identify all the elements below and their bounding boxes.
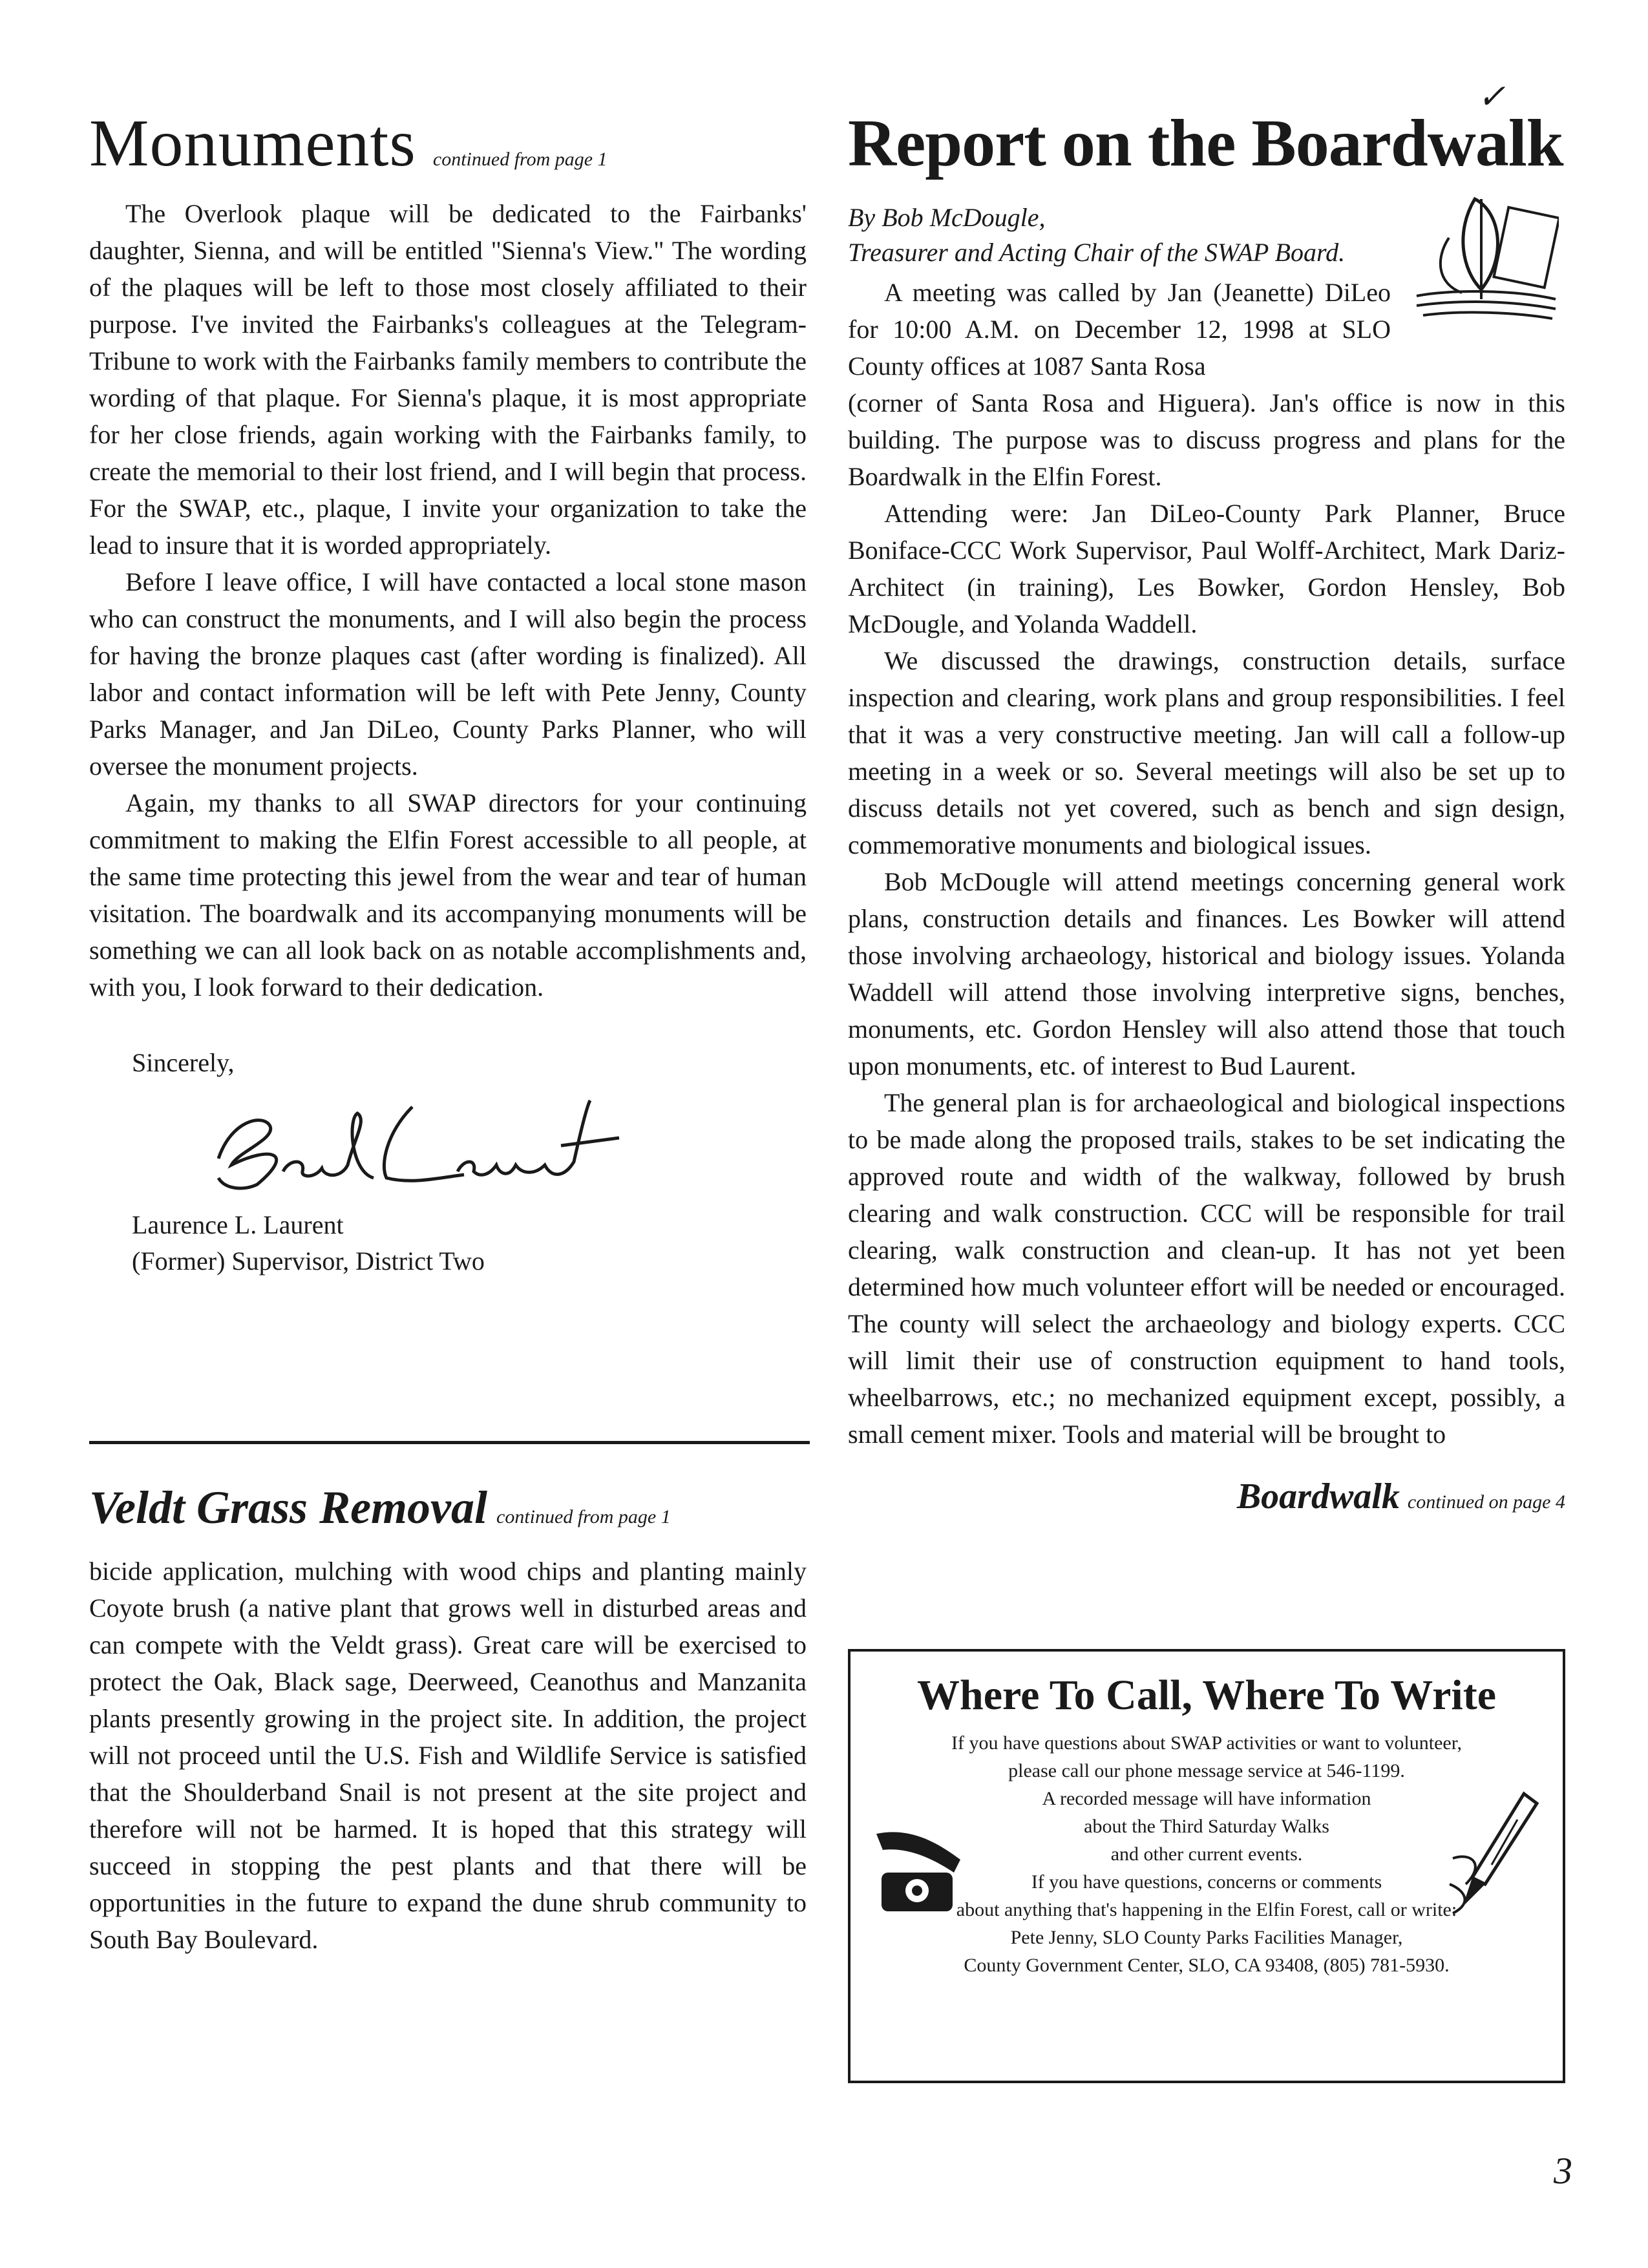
monuments-heading	[89, 106, 807, 180]
report-paragraph: (corner of Santa Rosa and Higuera). Jan's office is now in this building. The purpose was to discuss progress and plans for the Boardwalk in the Elfin Forest.	[848, 388, 1565, 491]
report-paragraph: Bob McDougle will attend meetings concerning general work plans, construction details and finances. Les Bowker will attend those involving archaeology, historical and biology issues. Yolanda Waddell will attend those involving interpretive signs, benches, monuments, etc. Gordon Hensley will also attend those that touch upon monuments, etc. of interest to Bud Laurent.	[848, 867, 1565, 1080]
signer-name: Laurence L. Laurent	[132, 1210, 344, 1239]
contact-box-title: Where To Call, Where To Write	[917, 1672, 1496, 1719]
boardwalk-continued-note: continued on page 4	[1407, 1491, 1565, 1513]
contact-line: Pete Jenny, SLO County Parks Facilities Manager,	[1010, 1927, 1403, 1948]
report-paragraph: We discussed the drawings, construction details, surface inspection and clearing, work plans and group responsibilities. I feel that it was a very constructive meeting. Jan will call a follow-up meeting in a week or so. Several meetings will also be set up to discuss details not yet covered, such as bench and sign design, commemorative monuments and biological issues.	[848, 646, 1565, 859]
report-paragraph: Attending were: Jan DiLeo-County Park Planner, Bruce Boniface-CCC Work Supervisor, Paul Wolff-Architect, Mark Dariz-Architect (in training), Les Bowker, Gordon Hensley, Bob McDougle, and Yolanda Waddell.	[848, 499, 1565, 638]
veldt-article	[89, 1481, 807, 1958]
veldt-title: Veldt Grass Removal	[89, 1482, 488, 1533]
byline-role: Treasurer and Acting Chair of the SWAP Board.	[848, 238, 1346, 267]
monuments-title: Monuments	[89, 106, 416, 180]
byline-author: By Bob McDougle,	[848, 203, 1046, 232]
contact-line: If you have questions about SWAP activities or want to volunteer,	[951, 1732, 1463, 1754]
contact-line: County Government Center, SLO, CA 93408, (805) 781-5930.	[964, 1955, 1450, 1976]
veldt-heading	[89, 1481, 807, 1535]
veldt-continued-note: continued from page 1	[496, 1506, 671, 1528]
signature-image	[193, 1081, 645, 1204]
contact-line: about anything that's happening in the Elfin Forest, call or write:	[956, 1899, 1457, 1920]
contact-line: A recorded message will have information	[1042, 1788, 1371, 1809]
contact-line: If you have questions, concerns or comments	[1031, 1871, 1382, 1893]
monuments-continued-note: continued from page 1	[432, 149, 607, 170]
report-title: Report on the Boardwalk	[848, 106, 1563, 180]
contact-info-box	[848, 1649, 1565, 2083]
signer-title: (Former) Supervisor, District Two	[132, 1246, 485, 1276]
contact-line: and other current events.	[1110, 1843, 1303, 1865]
veldt-paragraph: bicide application, mulching with wood chips and planting mainly Coyote brush (a native plant that grows well in disturbed areas and can compete with the Veldt grass). Great care will be exercised to protect the Oak, Black sage, Deerweed, Ceanothus and Manzanita plants presently growing in the project site. In addition, the project will not proceed until the U.S. Fish and Wildlife Service is satisfied that the Shoulderband Snail is not present at the site project and therefore will not be harmed. It is hoped that this strategy will succeed in stopping the pest plants and that there will be opportunities in the future to expand the dune shrub community to South Bay Boulevard.	[89, 1557, 807, 1954]
monuments-article	[89, 106, 807, 1279]
report-paragraph: The general plan is for archaeological and biological inspections to be made along the proposed trails, stakes to be set indicating the approved route and width of the walkway, followed by brush clearing and walk construction. CCC will be responsible for trail clearing, walk construction and clean-up. It has not yet been determined how much volunteer effort will be needed or encouraged. The county will select the archaeology and biology experts. CCC will limit their use of construction equipment to hand tools, wheelbarrows, etc.; no mechanized equipment except, possibly, a small cement mixer. Tools and material will be brought to	[848, 1088, 1565, 1449]
monuments-paragraph: The Overlook plaque will be dedicated to the Fairbanks' daughter, Sienna, and will be entitled "Sienna's View." The wording of the plaques will be left to those most closely affiliated to their purpose. I've invited the Fairbanks's colleagues at the Telegram-Tribune to work with the Fairbanks family members to contribute the wording of that plaque. For Sienna's plaque, it is most appropriate for her close friends, again working with the Fairbanks family, to create the memorial to their lost friend, and I will begin that process. For the SWAP, etc., plaque, I invite your organization to take the lead to insure that it is worded appropriately.	[89, 199, 807, 560]
boardwalk-continued-label: Boardwalk	[1236, 1476, 1400, 1517]
boardwalk-continued	[848, 1476, 1565, 1517]
monuments-paragraph: Before I leave office, I will have contacted a local stone mason who can construct the monuments, and I will also begin the process for having the bronze plaques cast (after wording is finalized). All labor and contact information will be left with Pete Jenny, County Parks Manager, and Jan DiLeo, County Parks Planner, who will oversee the monument projects.	[89, 567, 807, 781]
closing-salutation: Sincerely,	[132, 1048, 235, 1077]
check-mark: ✓	[1477, 79, 1506, 116]
contact-line: please call our phone message service at 546-1199.	[1008, 1760, 1405, 1781]
telephone-icon	[870, 1821, 967, 1918]
section-divider	[89, 1441, 810, 1444]
report-article	[848, 106, 1565, 1517]
page-number: 3	[1554, 2150, 1572, 2192]
sailboat-illustration-icon	[1410, 186, 1559, 322]
contact-line: about the Third Saturday Walks	[1084, 1816, 1329, 1837]
monuments-paragraph: Again, my thanks to all SWAP directors for your continuing commitment to making the Elfin Forest accessible to all people, at the same time protecting this jewel from the wear and tear of human visitation. The boardwalk and its accompanying monuments will be something we can all look back on as notable accomplishments and, with you, I look forward to their dedication.	[89, 788, 807, 1002]
report-paragraph: A meeting was called by Jan (Jeanette) DiLeo for 10:00 A.M. on December 12, 1998 at SLO County offices at 1087 Santa Rosa	[848, 278, 1391, 381]
fountain-pen-icon	[1446, 1787, 1543, 1916]
